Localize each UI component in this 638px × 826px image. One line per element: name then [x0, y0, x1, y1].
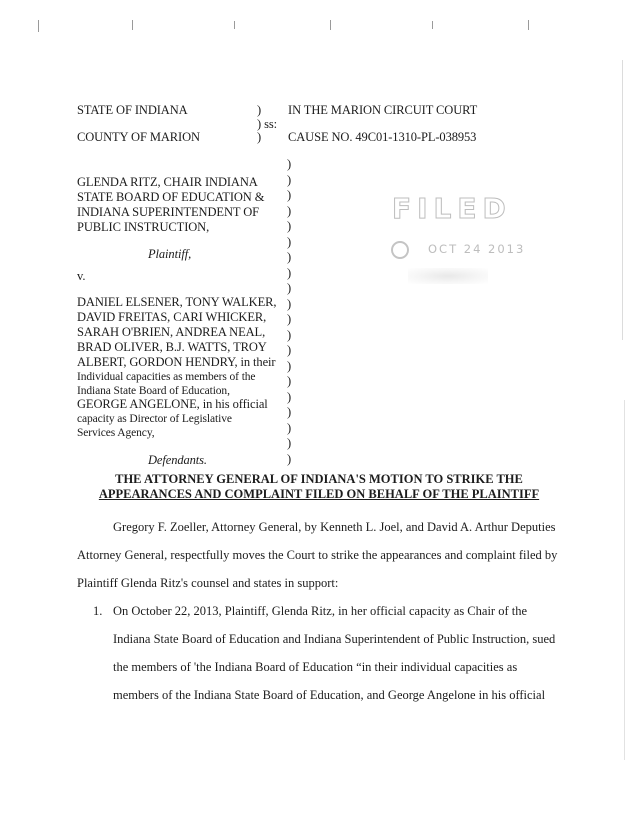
filed-stamp: [392, 192, 512, 225]
plaintiff-role: Plaintiff,: [148, 247, 192, 261]
stamp-date: OCT 24 2013: [428, 242, 526, 256]
scan-mark: [38, 20, 39, 32]
caption-paren: ): [257, 103, 262, 117]
scan-edge: [622, 60, 623, 340]
list-item-line: On October 22, 2013, Plaintiff, Glenda Ritz, in her official capacity as Chair of the: [113, 604, 528, 618]
scan-mark: [432, 21, 433, 29]
list-item-line: the members of 'the Indiana Board of Education “in their individual capacities as: [113, 660, 518, 674]
caption-paren: ): [257, 130, 262, 144]
court-name: IN THE MARION CIRCUIT COURT: [288, 103, 478, 117]
list-item-line: Indiana State Board of Education and Indiana Superintendent of Public Instruction, sued: [113, 632, 556, 646]
scan-edge: [624, 400, 625, 760]
defendant-angelone: GEORGE ANGELONE, in his official: [77, 397, 268, 411]
body-paragraph-line: Gregory F. Zoeller, Attorney General, by Kenneth L. Joel, and David A. Arthur Deputies: [113, 520, 556, 534]
scan-mark: [330, 20, 331, 30]
list-item-line: members of the Indiana State Board of Education, and George Angelone in his official: [113, 688, 546, 702]
motion-title-line2: APPEARANCES AND COMPLAINT FILED ON BEHALF OF THE PLAINTIFF: [98, 487, 540, 501]
stamp-smudge: [408, 268, 488, 284]
filed-stamp-text: FILED: [392, 192, 512, 225]
state-label: STATE OF INDIANA: [77, 103, 188, 117]
defendants-role: Defendants.: [148, 453, 207, 467]
body-paragraph-line: Plaintiff Glenda Ritz's counsel and states in support:: [77, 576, 339, 590]
caption-ss: ) ss:: [257, 117, 277, 131]
stamp-seal-icon: [391, 241, 409, 259]
scan-mark: [132, 20, 133, 30]
scan-mark: [528, 20, 529, 30]
body-paragraph-line: Attorney General, respectfully moves the Court to strike the appearances and complaint filed by: [77, 548, 558, 562]
scan-mark: [234, 21, 235, 29]
cause-number: CAUSE NO. 49C01-1310-PL-038953: [288, 130, 477, 144]
county-label: COUNTY OF MARION: [77, 130, 200, 144]
defendants-capacity: Individual capacities as members of the Indiana State Board of Education,: [77, 371, 256, 397]
paren-column: ) ) ) ) ) ) ) ) ) ) ) ) ) ) ) ) ) ) ) ): [287, 157, 292, 466]
defendants-names: DANIEL ELSENER, TONY WALKER, DAVID FREITAS, CARI WHICKER, SARAH O'BRIEN, ANDREA NEAL, BRAD OLIVER, B.J. WATTS, TROY ALBERT, GORDON HENDRY, in their: [77, 295, 277, 369]
motion-title-line1: THE ATTORNEY GENERAL OF INDIANA'S MOTION TO STRIKE THE: [115, 472, 523, 486]
versus-label: v.: [77, 269, 86, 283]
list-number: 1.: [93, 604, 103, 618]
plaintiff-name: GLENDA RITZ, CHAIR INDIANA STATE BOARD OF EDUCATION & INDIANA SUPERINTENDENT OF PUBLIC INSTRUCTION,: [77, 175, 265, 234]
angelone-capacity: capacity as Director of Legislative Services Agency,: [77, 413, 232, 439]
